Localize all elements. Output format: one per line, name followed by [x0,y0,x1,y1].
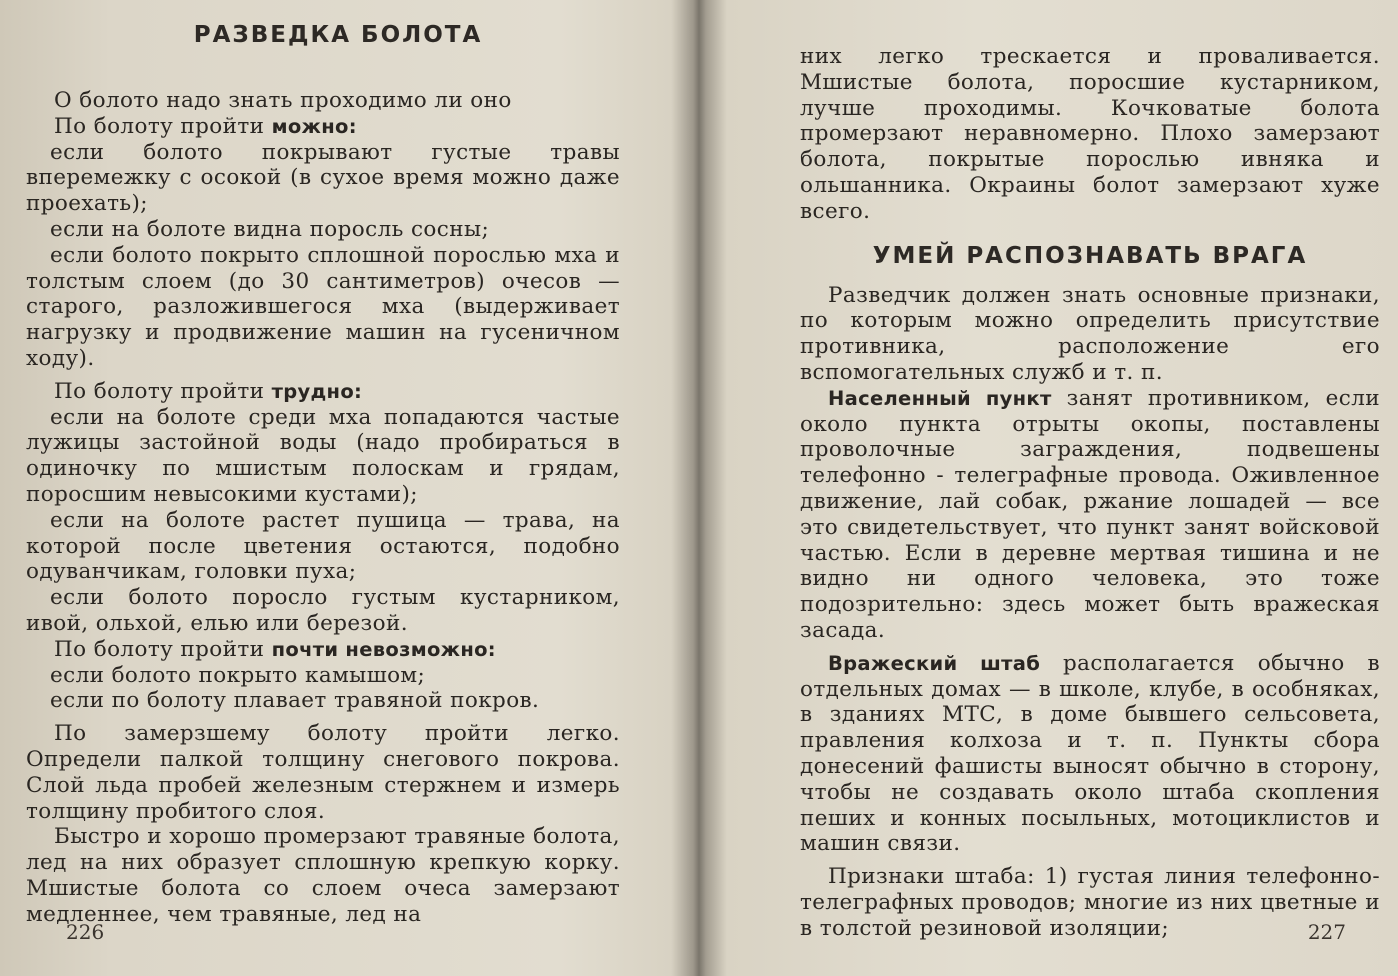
list-item: если на болоте среди мха попадаются частые лужицы застойной воды (надо пробираться в одиночку по мшистым полоскам и грядам, поросшим невысокими кустами); [26,404,620,507]
continued-paragraph: них легко трескается и проваливается. Мшистые болота, поросшие кустарником, лучше проходимы. Кочковатые болота промерзают неравномерно. Плохо замерзают болота, покрытые порослью ивняка и ольшанника. Окраины болот замерзают хуже всего. [800,44,1380,224]
list-item: если болото покрыто сплошной порослью мха и толстым слоем (до 30 сантиметров) очесов — старого, разложившегося мха (выдерживает нагрузку и продвижение машин на гусеничном ходу). [26,242,620,371]
section-heading-swamp: РАЗВЕДКА БОЛОТА [193,22,483,48]
settlement-text: занят противником, если около пункта отрыты окопы, поставлены проволочные заграждения, подвешены телефонно - телеграфные провода. Оживленное движение, лай собак, ржание лошадей — все это свидетельствует, что пункт занят войсковой частью. Если в деревне мертвая тишина и не видно ни одного человека, это тоже подозрительно: здесь может быть вражеская засада. [800,385,1381,643]
lead-text: По болоту пройти [54,378,265,404]
freezing-paragraph: Быстро и хорошо промерзают травяные болота, лед на них образует сплошную крепкую корку. Мшистые болота со слоем очеса замерзают медленнее, чем травяные, лед на [26,824,620,927]
keyword-hard: трудно: [271,379,363,403]
section-heading-enemy: УМЕЙ РАСПОЗНАВАТЬ ВРАГА [872,242,1308,269]
hard-pass-lead [26,379,620,405]
settlement-paragraph [800,386,1380,644]
list-item: если болото покрыто камышом; [50,662,426,688]
keyword-impossible: почти невозможно: [271,637,496,661]
frozen-paragraph: По замерзшему болоту пройти легко. Определи палкой толщину снегового покрова. Слой льда пробей железным стержнем и измерь толщину пробитого слоя. [26,721,620,824]
lead-text: По болоту пройти [54,113,265,139]
keyword-can: можно: [271,114,357,138]
list-item: если по болоту плавает травяной покров. [50,688,540,714]
list-item: если на болоте видна поросль сосны; [50,216,490,242]
impossible-pass-lead [26,637,620,663]
keyword-hq: Вражеский штаб [828,651,1041,675]
keyword-settlement: Населенный пункт [828,386,1052,410]
list-item: если болото покрывают густые травы вперемежку с осокой (в сухое время можно даже проехать); [26,139,620,217]
intro-paragraph: Разведчик должен знать основные признаки, по которым можно определить присутствие противника, расположение его вспомогательных служб и т. п. [800,282,1380,385]
hq-text: располагается обычно в отдельных домах — в школе, клубе, в особняках, в зданиях МТС, в доме бывшего сельсовета, правления колхоза и т. п. Пункты сбора донесений фашисты выносят обычно в сторону, чтобы не создавать около штаба скопления пеших и конных посыльных, мотоциклистов и машин связи. [800,650,1380,857]
list-item: если болото поросло густым кустарником, ивой, ольхой, елью или березой. [26,585,620,636]
signs-paragraph: Признаки штаба: 1) густая линия телефонно-телеграфных проводов; многие из них цветные и в толстой резиновой изоляции; [800,864,1380,941]
list-item: если на болоте растет пушица — трава, на которой после цветения остаются, подобно одуванчикам, головки пуха; [26,507,620,585]
left-page [0,0,692,976]
right-page [700,0,1398,976]
lead-text: По болоту пройти [54,636,265,662]
page-number-left: 226 [66,920,105,944]
can-pass-lead [26,114,620,140]
hq-paragraph [800,651,1380,857]
page-number-right: 227 [1307,920,1346,944]
intro-line: О болото надо знать проходимо ли оно [54,88,512,113]
